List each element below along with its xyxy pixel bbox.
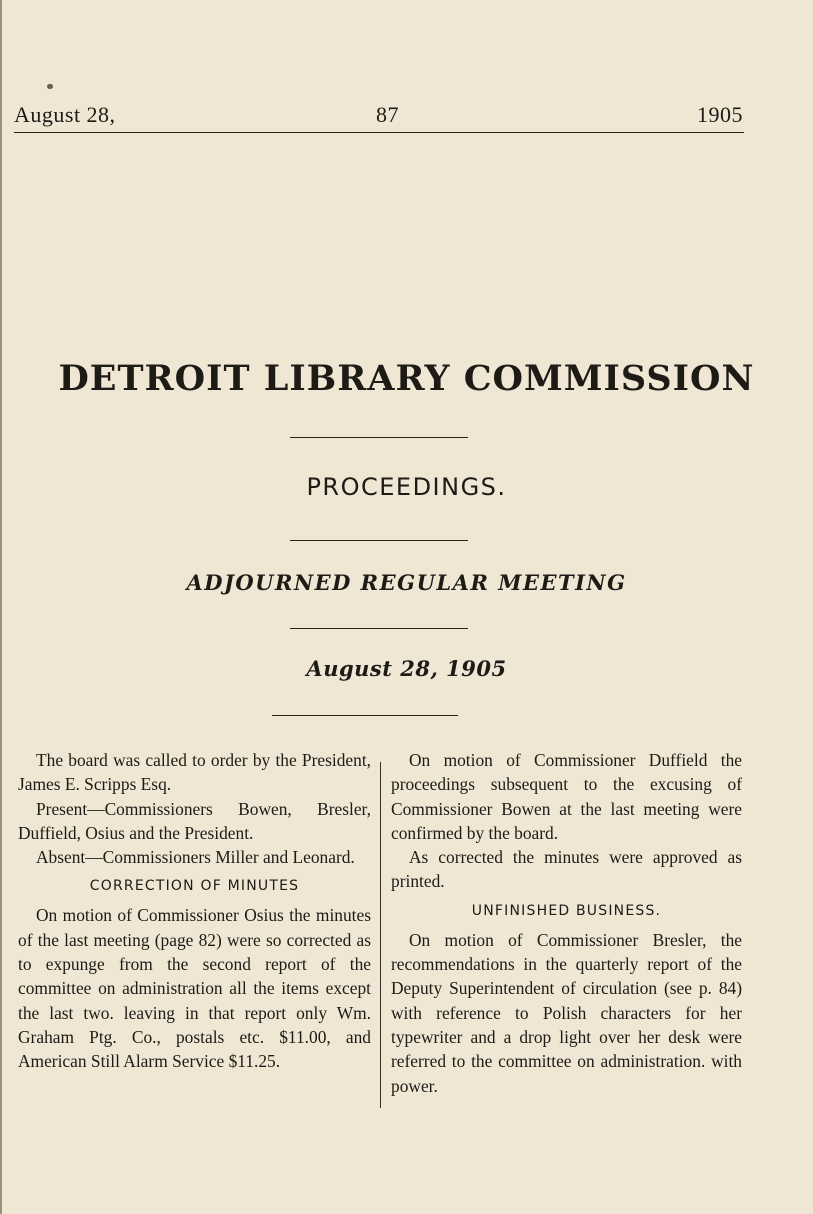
heading-unfinished-business: UNFINISHED BUSINESS.	[471, 902, 662, 919]
meeting-date: August 28, 1905	[306, 656, 507, 681]
section-rule	[272, 715, 458, 716]
paragraph-absent: Absent—Commissioners Miller and Leonard.	[36, 847, 355, 868]
running-header	[14, 102, 743, 130]
column-divider	[380, 762, 381, 1108]
paragraph-call-to-order: The board was called to order by the President, James E. Scripps Esq.	[18, 750, 371, 795]
document-title: DETROIT LIBRARY COMMISSION	[58, 358, 755, 399]
page-edge	[0, 0, 4, 1214]
section-rule	[290, 628, 468, 629]
meeting-type-heading: ADJOURNED REGULAR MEETING	[186, 570, 627, 595]
header-date: August 28,	[14, 102, 116, 127]
proceedings-heading: PROCEEDINGS.	[306, 473, 507, 501]
paragraph-present: Present—Commissioners Bowen, Bresler, Duffield, Osius and the President.	[18, 798, 371, 843]
right-column	[391, 748, 742, 1098]
paragraph-bresler-motion: On motion of Commissioner Bresler, the recommendations in the quarterly report of the Deputy Superintendent of circulation (see p. 84) with reference to Polish characters for her typewriter and a drop light over her desk were referred to the committee on administration. with power.	[391, 929, 742, 1096]
left-column	[18, 748, 371, 1074]
section-rule	[290, 437, 468, 438]
paragraph-correction: On motion of Commissioner Osius the minutes of the last meeting (page 82) were so corrected as to expunge from the second report of the committee on administration all the items except the last two. leaving in that report only Wm. Graham Ptg. Co., postals etc. $11.00, and American Still Alarm Service $11.25.	[18, 905, 371, 1072]
paragraph-duffield-motion: On motion of Commissioner Duffield the proceedings subsequent to the excusing of Commissioner Bowen at the last meeting were confirmed by the board.	[391, 750, 742, 843]
section-rule	[290, 540, 468, 541]
paragraph-minutes-approved: As corrected the minutes were approved as printed.	[391, 847, 742, 892]
ink-speck	[47, 84, 53, 89]
page-number: 87	[376, 102, 399, 127]
heading-correction-of-minutes: CORRECTION OF MINUTES	[89, 878, 300, 895]
header-year: 1905	[697, 102, 743, 127]
header-rule	[14, 132, 744, 133]
